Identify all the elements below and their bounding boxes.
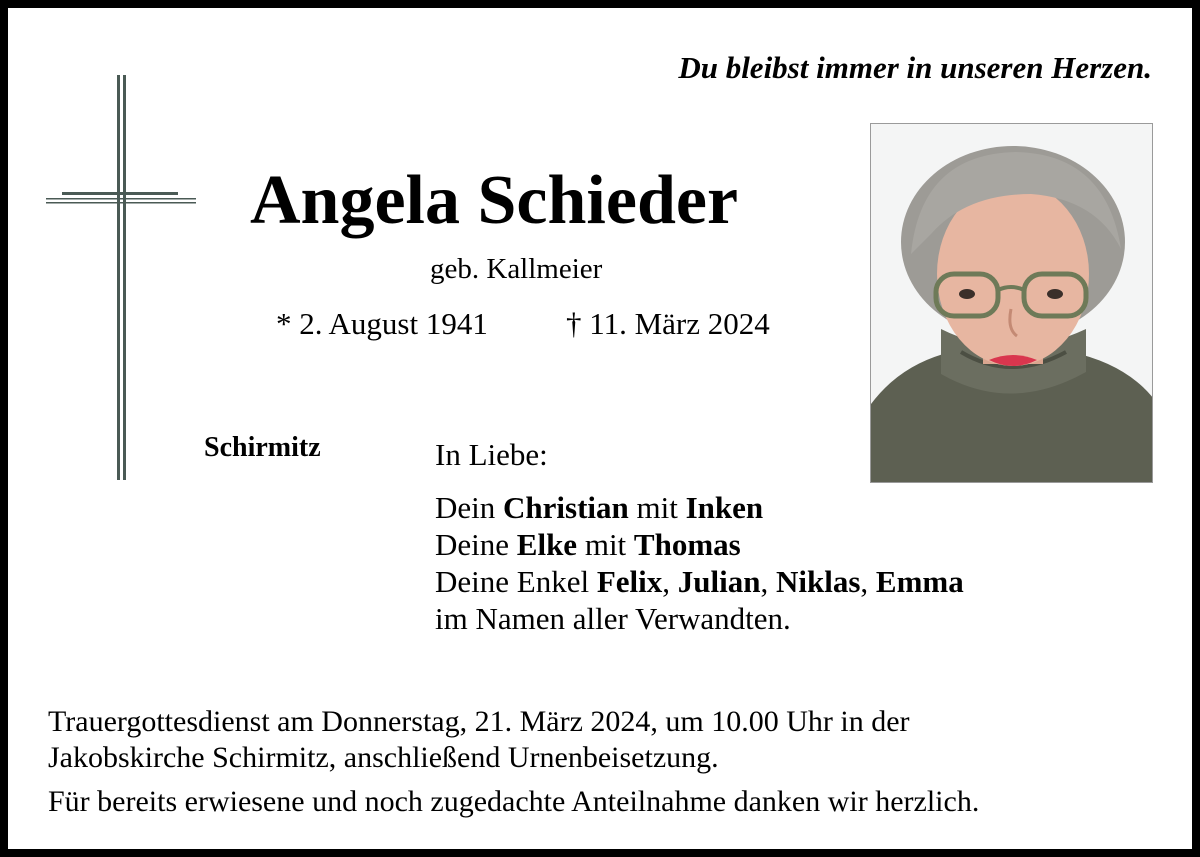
birth-date: * 2. August 1941 bbox=[276, 306, 488, 341]
mourners-line-2: Deine Elke mit Thomas bbox=[435, 527, 741, 562]
mourners-intro: In Liebe: bbox=[435, 437, 548, 472]
mourners-line-1: Dein Christian mit Inken bbox=[435, 490, 764, 525]
mourners-line-3: Deine Enkel Felix, Julian, Niklas, Emma bbox=[435, 564, 964, 599]
cross-icon bbox=[44, 75, 200, 480]
thanks-note: Für bereits erwiesene und noch zugedachte Anteilnahme danken wir herzlich. bbox=[48, 785, 980, 818]
service-line-2: Jakobskirche Schirmitz, anschließend Urnenbeisetzung. bbox=[48, 741, 719, 774]
deceased-name: Angela Schieder bbox=[250, 162, 739, 239]
death-date: † 11. März 2024 bbox=[566, 306, 770, 341]
service-info bbox=[48, 704, 910, 776]
motto: Du bleibst immer in unseren Herzen. bbox=[678, 50, 1152, 85]
portrait-photo bbox=[870, 123, 1153, 483]
place-name: Schirmitz bbox=[204, 432, 321, 463]
mourners-line-4: im Namen aller Verwandten. bbox=[435, 601, 791, 636]
service-line-1: Trauergottesdienst am Donnerstag, 21. März 2024, um 10.00 Uhr in der bbox=[48, 705, 910, 738]
mourners-list bbox=[435, 436, 964, 637]
maiden-name: geb. Kallmeier bbox=[430, 253, 603, 285]
